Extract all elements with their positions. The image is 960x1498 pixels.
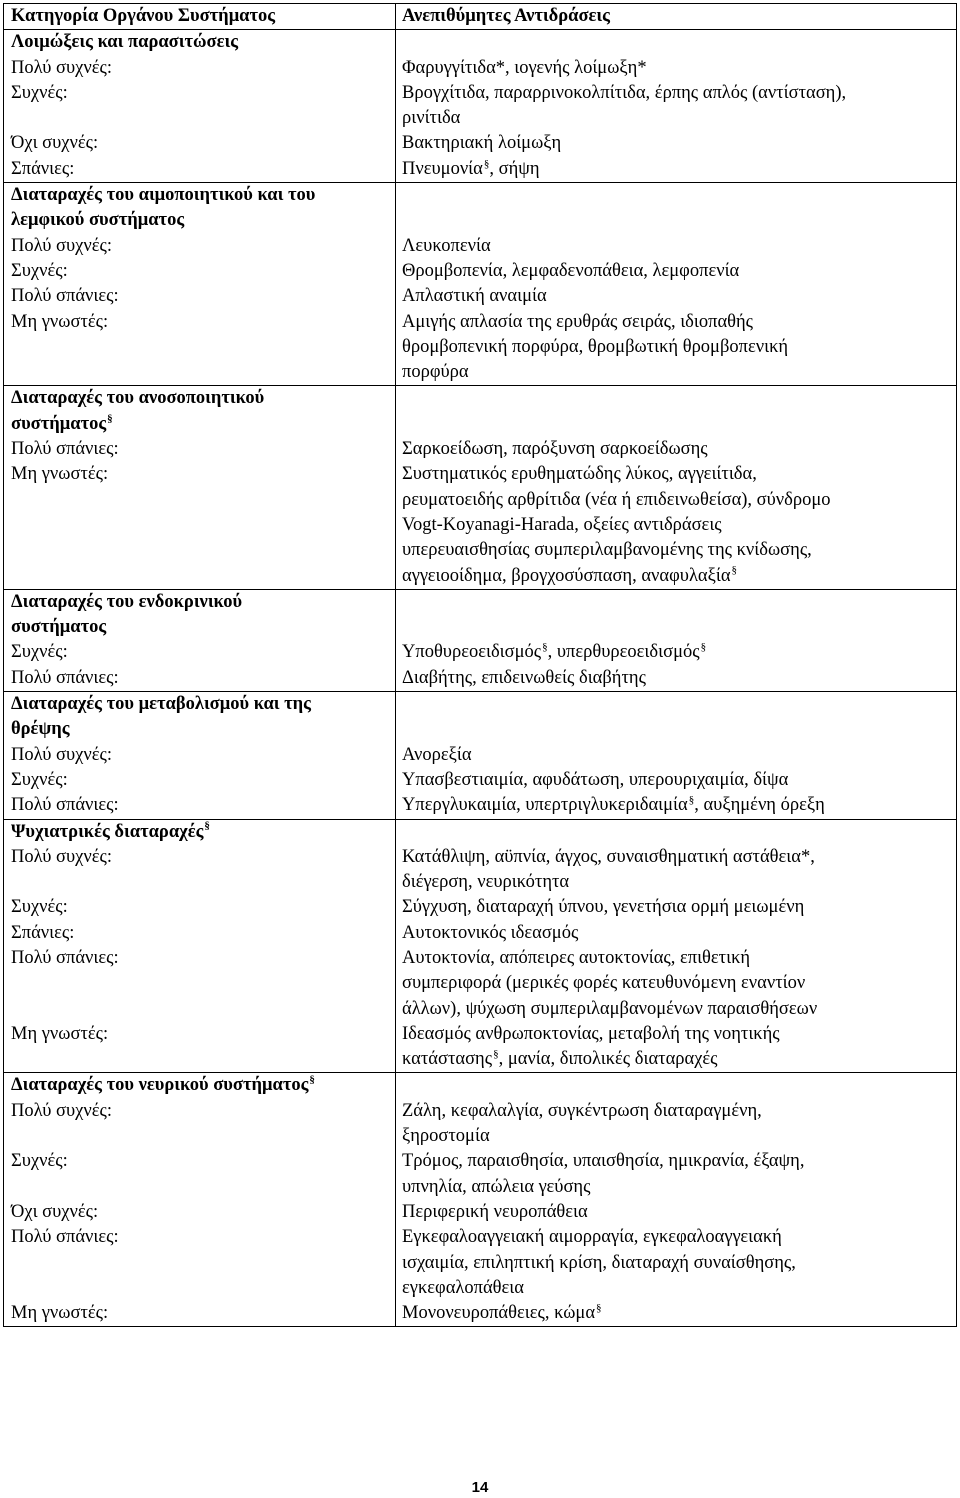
reaction-text: Σύγχυση, διαταραχή ύπνου, γενετήσια ορμή μειωμένη bbox=[402, 897, 805, 918]
frequency-label: Συχνές: bbox=[11, 260, 68, 281]
reaction-text: Εγκεφαλοαγγειακή αιμορραγία, εγκεφαλοαγγειακή bbox=[402, 1227, 782, 1248]
section-row bbox=[4, 1073, 957, 1327]
reaction-line bbox=[402, 895, 952, 920]
adverse-reactions-cell bbox=[396, 183, 957, 386]
organ-class-title: Ψυχιατρικές διαταραχές§ bbox=[11, 820, 210, 842]
reaction-line bbox=[402, 820, 952, 845]
organ-class-cell bbox=[4, 819, 396, 1073]
reaction-text: αγγειοοίδημα, βρογχοσύσπαση, αναφυλαξία bbox=[402, 565, 731, 586]
section-mark: § bbox=[700, 641, 707, 654]
section-mark: § bbox=[204, 820, 210, 833]
section-row bbox=[4, 819, 957, 1073]
reaction-line bbox=[402, 743, 952, 768]
reaction-text: ξηροστομία bbox=[402, 1126, 490, 1147]
frequency-label: Συχνές: bbox=[11, 1151, 68, 1172]
section-row bbox=[4, 386, 957, 589]
reaction-line bbox=[402, 1149, 952, 1174]
organ-class-title: Διαταραχές του αιμοποιητικού και του bbox=[11, 185, 316, 206]
organ-class-title: συστήματος bbox=[11, 617, 107, 638]
reaction-text: Διαβήτης, επιδεινωθείς διαβήτης bbox=[402, 667, 646, 688]
organ-class-title: Διαταραχές του ανοσοποιητικού bbox=[11, 388, 265, 409]
frequency-label: Πολύ σπάνιες: bbox=[11, 286, 119, 307]
reaction-text: υπνηλία, απώλεια γεύσης bbox=[402, 1176, 591, 1197]
frequency-label: Πολύ συχνές: bbox=[11, 57, 112, 78]
reaction-text: Βακτηριακή λοίμωξη bbox=[402, 133, 562, 154]
page-number: 14 bbox=[471, 1479, 489, 1496]
reaction-text: εγκεφαλοπάθεια bbox=[402, 1277, 524, 1298]
organ-class-cell bbox=[4, 386, 396, 589]
frequency-label bbox=[11, 360, 395, 385]
reaction-line bbox=[402, 386, 952, 411]
reaction-line bbox=[402, 1099, 952, 1124]
adverse-reactions-cell bbox=[396, 819, 957, 1073]
header-row bbox=[4, 4, 957, 30]
reaction-line bbox=[402, 666, 952, 691]
reaction-text: συμπεριφορά (μερικές φορές κατευθυνόμενη εναντίον bbox=[402, 973, 806, 994]
reaction-line bbox=[402, 1251, 952, 1276]
frequency-label: Συχνές: bbox=[11, 897, 68, 918]
adverse-reactions-cell bbox=[396, 1073, 957, 1327]
section-mark: § bbox=[493, 1048, 499, 1061]
reaction-text: Περιφερική νευροπάθεια bbox=[402, 1201, 588, 1222]
section-mark: § bbox=[483, 157, 490, 170]
organ-class-title: Διαταραχές του μεταβολισμού και της bbox=[11, 694, 311, 715]
reaction-text: Πνευμονία bbox=[402, 158, 483, 179]
reaction-line bbox=[402, 234, 952, 259]
frequency-label: Μη γνωστές: bbox=[11, 1303, 109, 1324]
frequency-label: Μη γνωστές: bbox=[11, 464, 109, 485]
frequency-label bbox=[11, 513, 395, 538]
reaction-line bbox=[402, 310, 952, 335]
frequency-label: Σπάνιες: bbox=[11, 922, 75, 943]
frequency-label: Πολύ σπάνιες: bbox=[11, 439, 119, 460]
section-row bbox=[4, 30, 957, 183]
reaction-text: Αυτοκτονικός ιδεασμός bbox=[402, 922, 579, 943]
reaction-line bbox=[402, 1047, 952, 1072]
reaction-text: Vogt-Koyanagi-Harada, οξείες αντιδράσεις bbox=[402, 514, 722, 535]
reaction-line bbox=[402, 921, 952, 946]
reaction-line bbox=[402, 1124, 952, 1149]
reaction-line bbox=[402, 284, 952, 309]
reaction-line bbox=[402, 208, 952, 233]
reaction-line bbox=[402, 183, 952, 208]
reaction-line bbox=[402, 615, 952, 640]
reaction-text: Υπεργλυκαιμία, υπερτριγλυκεριδαιμία bbox=[402, 795, 688, 816]
section-row bbox=[4, 183, 957, 386]
section-mark: § bbox=[542, 641, 548, 654]
reaction-text: Ζάλη, κεφαλαλγία, συγκέντρωση διαταραγμένη, bbox=[402, 1100, 762, 1121]
frequency-label bbox=[11, 335, 395, 360]
reaction-line bbox=[402, 360, 952, 385]
organ-class-title: θρέψης bbox=[11, 719, 70, 740]
reaction-line bbox=[402, 1301, 952, 1326]
reaction-line bbox=[402, 131, 952, 156]
organ-class-cell bbox=[4, 1073, 396, 1327]
reaction-line bbox=[402, 717, 952, 742]
reaction-text: Τρόμος, παραισθησία, υπαισθησία, ημικρανία, έξαψη, bbox=[402, 1151, 805, 1172]
frequency-label bbox=[11, 488, 395, 513]
reaction-line bbox=[402, 538, 952, 563]
organ-class-cell bbox=[4, 692, 396, 819]
reaction-line bbox=[402, 1225, 952, 1250]
reaction-line bbox=[402, 768, 952, 793]
reaction-text: Ανορεξία bbox=[402, 744, 472, 765]
reaction-text-continued: , μανία, διπολικές διαταραχές bbox=[498, 1049, 718, 1070]
reaction-line bbox=[402, 488, 952, 513]
section-mark: § bbox=[596, 1301, 602, 1314]
reaction-text: Υποθυρεοειδισμός bbox=[402, 642, 542, 663]
reaction-text: διέγερση, νευρικότητα bbox=[402, 872, 570, 893]
reaction-text: Ιδεασμός ανθρωποκτονίας, μεταβολή της νοητικής bbox=[402, 1023, 780, 1044]
reaction-line bbox=[402, 81, 952, 106]
reaction-line bbox=[402, 157, 952, 182]
reaction-line bbox=[402, 870, 952, 895]
frequency-label bbox=[11, 1175, 395, 1200]
reaction-text: Λευκοπενία bbox=[402, 235, 491, 256]
frequency-label bbox=[11, 538, 395, 563]
frequency-label: Συχνές: bbox=[11, 769, 68, 790]
reaction-text-continued: , σήψη bbox=[489, 158, 540, 179]
reaction-text: άλλων), ψύχωση συμπεριλαμβανομένων παραισθήσεων bbox=[402, 998, 818, 1019]
reaction-text: Βρογχίτιδα, παραρρινοκολπίτιδα, έρπης απλός (αντίσταση), bbox=[402, 82, 847, 103]
reaction-text: κατάστασης bbox=[402, 1049, 493, 1070]
adverse-reactions-cell bbox=[396, 692, 957, 819]
frequency-label bbox=[11, 106, 395, 131]
frequency-label: Πολύ συχνές: bbox=[11, 744, 112, 765]
frequency-label bbox=[11, 564, 395, 589]
frequency-label: Μη γνωστές: bbox=[11, 311, 109, 332]
reaction-line bbox=[402, 412, 952, 437]
organ-class-title: Λοιμώξεις και παρασιτώσεις bbox=[11, 32, 239, 53]
reaction-text: ισχαιμία, επιληπτική κρίση, διαταραχή συναίσθησης, bbox=[402, 1252, 796, 1273]
frequency-label: Μη γνωστές: bbox=[11, 1023, 109, 1044]
frequency-label: Πολύ σπάνιες: bbox=[11, 1227, 119, 1248]
frequency-label bbox=[11, 870, 395, 895]
header-organ-class-text: Κατηγορία Οργάνου Συστήματος bbox=[11, 6, 276, 26]
reaction-text: θρομβοπενική πορφύρα, θρομβωτική θρομβοπενική bbox=[402, 336, 789, 357]
reaction-line bbox=[402, 1022, 952, 1047]
section-mark: § bbox=[731, 564, 738, 577]
reaction-line bbox=[402, 462, 952, 487]
reaction-text-continued: , υπερθυρεοειδισμός bbox=[547, 642, 700, 663]
reaction-text: Μονονευροπάθειες, κώμα bbox=[402, 1303, 596, 1324]
organ-class-title: Διαταραχές του ενδοκρινικού bbox=[11, 591, 243, 612]
reaction-line bbox=[402, 437, 952, 462]
reaction-text: πορφύρα bbox=[402, 362, 469, 383]
reaction-line bbox=[402, 590, 952, 615]
header-adverse-reactions-text: Ανεπιθύμητες Αντιδράσεις bbox=[402, 6, 610, 26]
adverse-reactions-cell bbox=[396, 589, 957, 691]
adverse-reactions-cell bbox=[396, 386, 957, 589]
reaction-text: Συστηματικός ερυθηματώδης λύκος, αγγειίτιδα, bbox=[402, 464, 757, 485]
reaction-text: Υπασβεστιαιμία, αφυδάτωση, υπερουριχαιμία, δίψα bbox=[402, 769, 789, 790]
frequency-label: Πολύ σπάνιες: bbox=[11, 947, 119, 968]
reaction-text: Κατάθλιψη, αϋπνία, άγχος, συναισθηματική αστάθεια*, bbox=[402, 846, 815, 867]
frequency-label: Σπάνιες: bbox=[11, 158, 75, 179]
organ-class-title: Διαταραχές του νευρικού συστήματος§ bbox=[11, 1074, 315, 1096]
reaction-text: Φαρυγγίτιδα*, ιογενής λοίμωξη* bbox=[402, 57, 647, 78]
frequency-label bbox=[11, 997, 395, 1022]
reaction-line bbox=[402, 106, 952, 131]
frequency-label bbox=[11, 1276, 395, 1301]
organ-class-title: λεμφικού συστήματος bbox=[11, 210, 185, 231]
adverse-reactions-table bbox=[3, 3, 957, 1327]
frequency-label: Πολύ συχνές: bbox=[11, 235, 112, 256]
reaction-text: Σαρκοείδωση, παρόξυνση σαρκοείδωσης bbox=[402, 439, 708, 460]
section-row bbox=[4, 589, 957, 691]
frequency-label: Πολύ σπάνιες: bbox=[11, 667, 119, 688]
reaction-line bbox=[402, 564, 952, 589]
reaction-text: ρινίτιδα bbox=[402, 108, 461, 129]
reaction-text: Αυτοκτονία, απόπειρες αυτοκτονίας, επιθετική bbox=[402, 947, 751, 968]
reaction-text: Θρομβοπενία, λεμφαδενοπάθεια, λεμφοπενία bbox=[402, 260, 740, 281]
frequency-label: Όχι συχνές: bbox=[11, 133, 99, 154]
reaction-text: Απλαστική αναιμία bbox=[402, 286, 547, 307]
section-mark: § bbox=[107, 412, 113, 425]
reaction-line bbox=[402, 1200, 952, 1225]
reaction-line bbox=[402, 971, 952, 996]
reaction-line bbox=[402, 56, 952, 81]
reaction-text-continued: , αυξημένη όρεξη bbox=[694, 795, 825, 816]
organ-class-title: συστήματος§ bbox=[11, 412, 113, 434]
frequency-label bbox=[11, 1251, 395, 1276]
frequency-label bbox=[11, 1124, 395, 1149]
adverse-reactions-cell bbox=[396, 30, 957, 183]
header-organ-class bbox=[4, 4, 396, 30]
organ-class-cell bbox=[4, 30, 396, 183]
reaction-text: ρευματοειδής αρθρίτιδα (νέα ή επιδεινωθείσα), σύνδρομο bbox=[402, 489, 831, 510]
reaction-text: Αμιγής απλασία της ερυθράς σειράς, ιδιοπαθής bbox=[402, 311, 754, 332]
frequency-label bbox=[11, 1047, 395, 1072]
reaction-line bbox=[402, 946, 952, 971]
reaction-line bbox=[402, 513, 952, 538]
reaction-line bbox=[402, 1073, 952, 1098]
section-mark: § bbox=[688, 794, 695, 807]
frequency-label: Συχνές: bbox=[11, 82, 68, 103]
organ-class-cell bbox=[4, 589, 396, 691]
reaction-line bbox=[402, 640, 952, 665]
frequency-label: Όχι συχνές: bbox=[11, 1201, 99, 1222]
header-adverse-reactions bbox=[396, 4, 957, 30]
reaction-text: υπερευαισθησίας συμπεριλαμβανομένης της κνίδωσης, bbox=[402, 540, 812, 561]
frequency-label: Πολύ συχνές: bbox=[11, 1100, 112, 1121]
reaction-line bbox=[402, 793, 952, 818]
organ-class-cell bbox=[4, 183, 396, 386]
reaction-line bbox=[402, 335, 952, 360]
reaction-line bbox=[402, 1175, 952, 1200]
reaction-line bbox=[402, 997, 952, 1022]
frequency-label: Συχνές: bbox=[11, 642, 68, 663]
frequency-label: Πολύ συχνές: bbox=[11, 846, 112, 867]
frequency-label: Πολύ σπάνιες: bbox=[11, 795, 119, 816]
section-row bbox=[4, 692, 957, 819]
section-mark: § bbox=[309, 1074, 315, 1087]
reaction-line bbox=[402, 845, 952, 870]
reaction-line bbox=[402, 30, 952, 55]
reaction-line bbox=[402, 692, 952, 717]
reaction-line bbox=[402, 1276, 952, 1301]
frequency-label bbox=[11, 971, 395, 996]
reaction-line bbox=[402, 259, 952, 284]
